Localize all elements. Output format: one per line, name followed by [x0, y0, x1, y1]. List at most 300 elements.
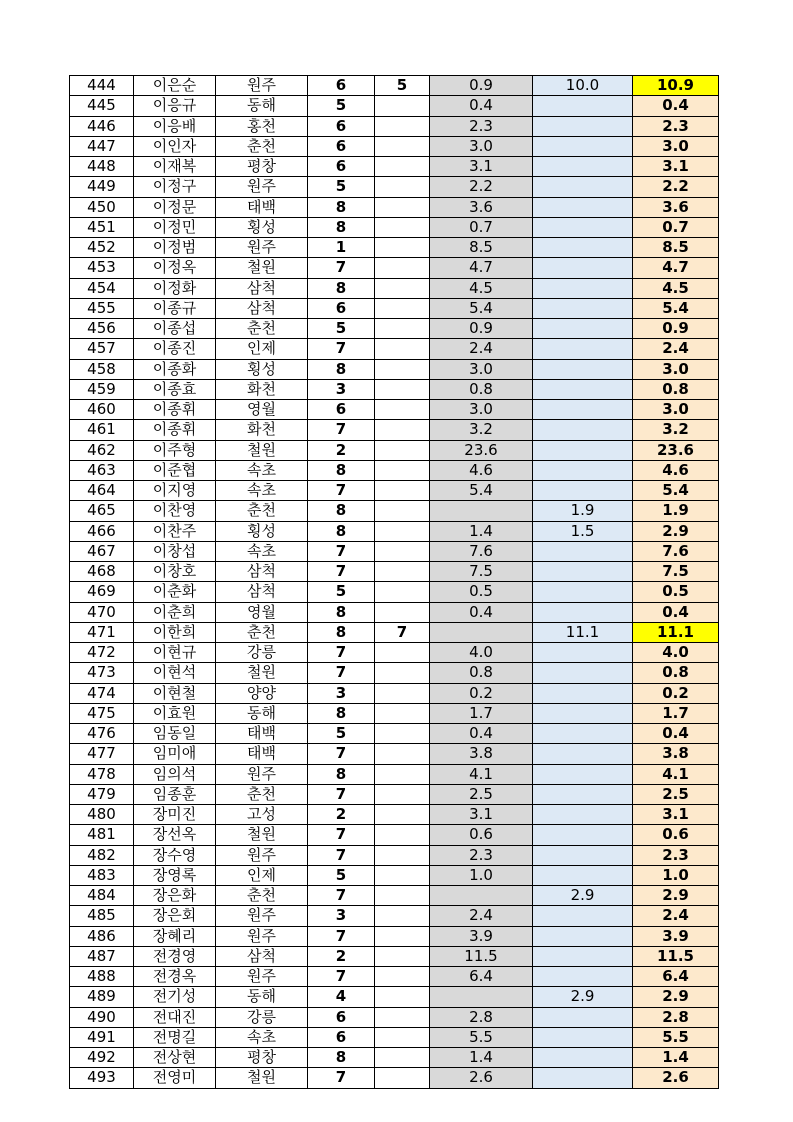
- name-cell: 전기성: [134, 987, 216, 1007]
- value-b-cell: [533, 460, 633, 480]
- row-number-cell: 487: [70, 946, 134, 966]
- table-row: [70, 76, 719, 96]
- grade-cell: 7: [308, 967, 375, 987]
- grade-cell: 8: [308, 278, 375, 298]
- row-number-cell: 459: [70, 379, 134, 399]
- extra-value-cell: [375, 582, 430, 602]
- total-cell: 10.9: [633, 76, 719, 96]
- total-cell: 3.2: [633, 420, 719, 440]
- extra-value-cell: [375, 501, 430, 521]
- region-cell: 철원: [216, 825, 308, 845]
- name-cell: 장은화: [134, 886, 216, 906]
- name-cell: 이창섭: [134, 541, 216, 561]
- region-cell: 원주: [216, 764, 308, 784]
- value-b-cell: [533, 663, 633, 683]
- value-a-cell: 2.6: [430, 1068, 533, 1088]
- row-number-cell: 486: [70, 926, 134, 946]
- row-number-cell: 490: [70, 1007, 134, 1027]
- grade-cell: 7: [308, 845, 375, 865]
- value-b-cell: [533, 906, 633, 926]
- table-row: [70, 967, 719, 987]
- table-row: [70, 886, 719, 906]
- name-cell: 이춘화: [134, 582, 216, 602]
- row-number-cell: 449: [70, 177, 134, 197]
- region-cell: 동해: [216, 703, 308, 723]
- row-number-cell: 489: [70, 987, 134, 1007]
- extra-value-cell: [375, 197, 430, 217]
- name-cell: 이춘희: [134, 602, 216, 622]
- total-cell: 4.5: [633, 278, 719, 298]
- value-b-cell: [533, 339, 633, 359]
- value-a-cell: 23.6: [430, 440, 533, 460]
- total-cell: 0.2: [633, 683, 719, 703]
- region-cell: 춘천: [216, 319, 308, 339]
- name-cell: 이종규: [134, 298, 216, 318]
- extra-value-cell: [375, 1048, 430, 1068]
- total-cell: 2.9: [633, 886, 719, 906]
- region-cell: 속초: [216, 481, 308, 501]
- grade-cell: 6: [308, 157, 375, 177]
- total-cell: 2.5: [633, 784, 719, 804]
- value-b-cell: [533, 744, 633, 764]
- table-row: [70, 157, 719, 177]
- table-row: [70, 319, 719, 339]
- value-b-cell: [533, 967, 633, 987]
- extra-value-cell: [375, 359, 430, 379]
- grade-cell: 7: [308, 663, 375, 683]
- value-b-cell: [533, 157, 633, 177]
- extra-value-cell: [375, 825, 430, 845]
- table-row: [70, 1027, 719, 1047]
- grade-cell: 3: [308, 906, 375, 926]
- row-number-cell: 456: [70, 319, 134, 339]
- value-a-cell: [430, 886, 533, 906]
- extra-value-cell: [375, 116, 430, 136]
- value-b-cell: [533, 602, 633, 622]
- name-cell: 전상현: [134, 1048, 216, 1068]
- row-number-cell: 493: [70, 1068, 134, 1088]
- row-number-cell: 478: [70, 764, 134, 784]
- value-b-cell: [533, 724, 633, 744]
- grade-cell: 8: [308, 622, 375, 642]
- table-row: [70, 420, 719, 440]
- name-cell: 이종효: [134, 379, 216, 399]
- name-cell: 이준협: [134, 460, 216, 480]
- name-cell: 이정민: [134, 217, 216, 237]
- region-cell: 철원: [216, 1068, 308, 1088]
- grade-cell: 5: [308, 582, 375, 602]
- extra-value-cell: [375, 96, 430, 116]
- extra-value-cell: [375, 339, 430, 359]
- row-number-cell: 481: [70, 825, 134, 845]
- value-a-cell: 2.5: [430, 784, 533, 804]
- table-row: [70, 400, 719, 420]
- region-cell: 원주: [216, 76, 308, 96]
- region-cell: 속초: [216, 1027, 308, 1047]
- row-number-cell: 474: [70, 683, 134, 703]
- table-row: [70, 906, 719, 926]
- name-cell: 전대진: [134, 1007, 216, 1027]
- region-cell: 철원: [216, 440, 308, 460]
- value-a-cell: 3.1: [430, 157, 533, 177]
- grade-cell: 5: [308, 96, 375, 116]
- value-a-cell: 0.5: [430, 582, 533, 602]
- table-row: [70, 217, 719, 237]
- table-row: [70, 1068, 719, 1088]
- total-cell: 2.4: [633, 339, 719, 359]
- row-number-cell: 457: [70, 339, 134, 359]
- name-cell: 전경영: [134, 946, 216, 966]
- name-cell: 이종화: [134, 359, 216, 379]
- value-b-cell: [533, 258, 633, 278]
- table-row: [70, 845, 719, 865]
- region-cell: 원주: [216, 177, 308, 197]
- extra-value-cell: [375, 1068, 430, 1088]
- value-b-cell: [533, 379, 633, 399]
- value-a-cell: [430, 622, 533, 642]
- region-cell: 영월: [216, 602, 308, 622]
- name-cell: 이응배: [134, 116, 216, 136]
- name-cell: 장혜리: [134, 926, 216, 946]
- region-cell: 평창: [216, 1048, 308, 1068]
- table-row: [70, 805, 719, 825]
- name-cell: 이현석: [134, 663, 216, 683]
- total-cell: 0.6: [633, 825, 719, 845]
- grade-cell: 7: [308, 258, 375, 278]
- region-cell: 철원: [216, 663, 308, 683]
- name-cell: 장미진: [134, 805, 216, 825]
- table-row: [70, 1048, 719, 1068]
- extra-value-cell: [375, 946, 430, 966]
- region-cell: 속초: [216, 541, 308, 561]
- row-number-cell: 472: [70, 643, 134, 663]
- extra-value-cell: [375, 744, 430, 764]
- value-a-cell: 3.2: [430, 420, 533, 440]
- table-row: [70, 541, 719, 561]
- total-cell: 5.4: [633, 481, 719, 501]
- extra-value-cell: [375, 845, 430, 865]
- row-number-cell: 445: [70, 96, 134, 116]
- grade-cell: 8: [308, 460, 375, 480]
- total-cell: 3.6: [633, 197, 719, 217]
- name-cell: 이효원: [134, 703, 216, 723]
- region-cell: 삼척: [216, 946, 308, 966]
- table-row: [70, 359, 719, 379]
- table-row: [70, 825, 719, 845]
- extra-value-cell: [375, 460, 430, 480]
- total-cell: 1.7: [633, 703, 719, 723]
- name-cell: 임의석: [134, 764, 216, 784]
- value-b-cell: [533, 865, 633, 885]
- total-cell: 5.5: [633, 1027, 719, 1047]
- extra-value-cell: [375, 906, 430, 926]
- row-number-cell: 471: [70, 622, 134, 642]
- name-cell: 이찬주: [134, 521, 216, 541]
- region-cell: 평창: [216, 157, 308, 177]
- grade-cell: 6: [308, 76, 375, 96]
- value-b-cell: [533, 703, 633, 723]
- value-b-cell: 1.5: [533, 521, 633, 541]
- extra-value-cell: [375, 319, 430, 339]
- extra-value-cell: [375, 643, 430, 663]
- value-b-cell: [533, 1068, 633, 1088]
- extra-value-cell: [375, 724, 430, 744]
- extra-value-cell: [375, 987, 430, 1007]
- name-cell: 이주형: [134, 440, 216, 460]
- total-cell: 2.2: [633, 177, 719, 197]
- extra-value-cell: [375, 562, 430, 582]
- grade-cell: 8: [308, 1048, 375, 1068]
- row-number-cell: 448: [70, 157, 134, 177]
- value-a-cell: 4.6: [430, 460, 533, 480]
- value-a-cell: 2.8: [430, 1007, 533, 1027]
- value-b-cell: [533, 683, 633, 703]
- name-cell: 이종진: [134, 339, 216, 359]
- extra-value-cell: [375, 136, 430, 156]
- table-body: [70, 76, 719, 1089]
- row-number-cell: 460: [70, 400, 134, 420]
- value-b-cell: [533, 481, 633, 501]
- value-b-cell: [533, 217, 633, 237]
- total-cell: 3.0: [633, 359, 719, 379]
- total-cell: 0.4: [633, 602, 719, 622]
- grade-cell: 2: [308, 805, 375, 825]
- name-cell: 이정옥: [134, 258, 216, 278]
- row-number-cell: 444: [70, 76, 134, 96]
- extra-value-cell: [375, 886, 430, 906]
- grade-cell: 8: [308, 359, 375, 379]
- name-cell: 장은회: [134, 906, 216, 926]
- table-row: [70, 602, 719, 622]
- name-cell: 이정화: [134, 278, 216, 298]
- row-number-cell: 473: [70, 663, 134, 683]
- grade-cell: 8: [308, 521, 375, 541]
- total-cell: 3.0: [633, 400, 719, 420]
- value-a-cell: 7.6: [430, 541, 533, 561]
- value-a-cell: 2.2: [430, 177, 533, 197]
- total-cell: 4.0: [633, 643, 719, 663]
- total-cell: 5.4: [633, 298, 719, 318]
- region-cell: 태백: [216, 744, 308, 764]
- total-cell: 11.1: [633, 622, 719, 642]
- table-row: [70, 926, 719, 946]
- total-cell: 3.1: [633, 805, 719, 825]
- row-number-cell: 467: [70, 541, 134, 561]
- region-cell: 강릉: [216, 1007, 308, 1027]
- grade-cell: 6: [308, 116, 375, 136]
- region-cell: 춘천: [216, 886, 308, 906]
- total-cell: 1.4: [633, 1048, 719, 1068]
- row-number-cell: 477: [70, 744, 134, 764]
- extra-value-cell: [375, 298, 430, 318]
- total-cell: 23.6: [633, 440, 719, 460]
- value-a-cell: 2.4: [430, 906, 533, 926]
- row-number-cell: 488: [70, 967, 134, 987]
- value-b-cell: [533, 643, 633, 663]
- value-a-cell: 0.8: [430, 663, 533, 683]
- table-row: [70, 562, 719, 582]
- region-cell: 춘천: [216, 784, 308, 804]
- value-b-cell: [533, 541, 633, 561]
- region-cell: 삼척: [216, 298, 308, 318]
- total-cell: 2.9: [633, 521, 719, 541]
- region-cell: 춘천: [216, 622, 308, 642]
- name-cell: 이찬영: [134, 501, 216, 521]
- value-b-cell: [533, 420, 633, 440]
- value-b-cell: [533, 805, 633, 825]
- row-number-cell: 484: [70, 886, 134, 906]
- total-cell: 2.8: [633, 1007, 719, 1027]
- total-cell: 1.9: [633, 501, 719, 521]
- extra-value-cell: [375, 805, 430, 825]
- name-cell: 이종휘: [134, 420, 216, 440]
- region-cell: 인제: [216, 865, 308, 885]
- table-row: [70, 379, 719, 399]
- name-cell: 이은순: [134, 76, 216, 96]
- extra-value-cell: [375, 157, 430, 177]
- table-row: [70, 946, 719, 966]
- name-cell: 이한희: [134, 622, 216, 642]
- value-a-cell: 4.1: [430, 764, 533, 784]
- value-a-cell: 8.5: [430, 238, 533, 258]
- row-number-cell: 451: [70, 217, 134, 237]
- value-b-cell: [533, 1048, 633, 1068]
- total-cell: 7.5: [633, 562, 719, 582]
- extra-value-cell: [375, 177, 430, 197]
- name-cell: 이인자: [134, 136, 216, 156]
- value-a-cell: 11.5: [430, 946, 533, 966]
- value-a-cell: 0.7: [430, 217, 533, 237]
- grade-cell: 8: [308, 703, 375, 723]
- name-cell: 이창호: [134, 562, 216, 582]
- value-a-cell: [430, 987, 533, 1007]
- row-number-cell: 464: [70, 481, 134, 501]
- table-row: [70, 339, 719, 359]
- value-b-cell: [533, 116, 633, 136]
- row-number-cell: 476: [70, 724, 134, 744]
- row-number-cell: 454: [70, 278, 134, 298]
- total-cell: 2.9: [633, 987, 719, 1007]
- grade-cell: 5: [308, 865, 375, 885]
- table-row: [70, 238, 719, 258]
- value-b-cell: [533, 96, 633, 116]
- row-number-cell: 480: [70, 805, 134, 825]
- extra-value-cell: [375, 278, 430, 298]
- grade-cell: 6: [308, 298, 375, 318]
- name-cell: 장수영: [134, 845, 216, 865]
- region-cell: 삼척: [216, 562, 308, 582]
- row-number-cell: 452: [70, 238, 134, 258]
- value-a-cell: 4.0: [430, 643, 533, 663]
- grade-cell: 5: [308, 724, 375, 744]
- value-b-cell: [533, 825, 633, 845]
- region-cell: 횡성: [216, 359, 308, 379]
- extra-value-cell: [375, 440, 430, 460]
- grade-cell: 7: [308, 562, 375, 582]
- row-number-cell: 465: [70, 501, 134, 521]
- total-cell: 7.6: [633, 541, 719, 561]
- value-b-cell: [533, 946, 633, 966]
- region-cell: 화천: [216, 379, 308, 399]
- grade-cell: 4: [308, 987, 375, 1007]
- row-number-cell: 482: [70, 845, 134, 865]
- extra-value-cell: [375, 481, 430, 501]
- total-cell: 4.7: [633, 258, 719, 278]
- value-b-cell: [533, 784, 633, 804]
- value-b-cell: [533, 926, 633, 946]
- row-number-cell: 466: [70, 521, 134, 541]
- grade-cell: 3: [308, 379, 375, 399]
- name-cell: 이정구: [134, 177, 216, 197]
- extra-value-cell: [375, 764, 430, 784]
- region-cell: 원주: [216, 926, 308, 946]
- row-number-cell: 462: [70, 440, 134, 460]
- table-row: [70, 116, 719, 136]
- grade-cell: 6: [308, 1007, 375, 1027]
- value-a-cell: [430, 501, 533, 521]
- name-cell: 이현규: [134, 643, 216, 663]
- row-number-cell: 450: [70, 197, 134, 217]
- value-b-cell: [533, 764, 633, 784]
- total-cell: 2.3: [633, 116, 719, 136]
- value-a-cell: 4.7: [430, 258, 533, 278]
- extra-value-cell: [375, 784, 430, 804]
- grade-cell: 7: [308, 825, 375, 845]
- extra-value-cell: 7: [375, 622, 430, 642]
- extra-value-cell: [375, 602, 430, 622]
- region-cell: 양양: [216, 683, 308, 703]
- row-number-cell: 458: [70, 359, 134, 379]
- value-a-cell: 1.0: [430, 865, 533, 885]
- value-a-cell: 3.0: [430, 400, 533, 420]
- region-cell: 철원: [216, 258, 308, 278]
- name-cell: 이지영: [134, 481, 216, 501]
- total-cell: 0.4: [633, 724, 719, 744]
- row-number-cell: 492: [70, 1048, 134, 1068]
- name-cell: 전경옥: [134, 967, 216, 987]
- value-a-cell: 5.4: [430, 481, 533, 501]
- table-row: [70, 197, 719, 217]
- value-b-cell: 10.0: [533, 76, 633, 96]
- total-cell: 3.8: [633, 744, 719, 764]
- extra-value-cell: [375, 217, 430, 237]
- table-row: [70, 521, 719, 541]
- row-number-cell: 485: [70, 906, 134, 926]
- value-b-cell: 2.9: [533, 886, 633, 906]
- extra-value-cell: 5: [375, 76, 430, 96]
- table-row: [70, 703, 719, 723]
- extra-value-cell: [375, 703, 430, 723]
- grade-cell: 7: [308, 744, 375, 764]
- region-cell: 화천: [216, 420, 308, 440]
- total-cell: 0.4: [633, 96, 719, 116]
- name-cell: 임동일: [134, 724, 216, 744]
- grade-cell: 7: [308, 784, 375, 804]
- total-cell: 8.5: [633, 238, 719, 258]
- value-b-cell: [533, 562, 633, 582]
- table-row: [70, 622, 719, 642]
- extra-value-cell: [375, 258, 430, 278]
- value-b-cell: [533, 319, 633, 339]
- value-a-cell: 3.0: [430, 136, 533, 156]
- data-table: [69, 75, 719, 1089]
- row-number-cell: 446: [70, 116, 134, 136]
- grade-cell: 8: [308, 217, 375, 237]
- grade-cell: 5: [308, 177, 375, 197]
- grade-cell: 5: [308, 319, 375, 339]
- name-cell: 이응규: [134, 96, 216, 116]
- table-row: [70, 744, 719, 764]
